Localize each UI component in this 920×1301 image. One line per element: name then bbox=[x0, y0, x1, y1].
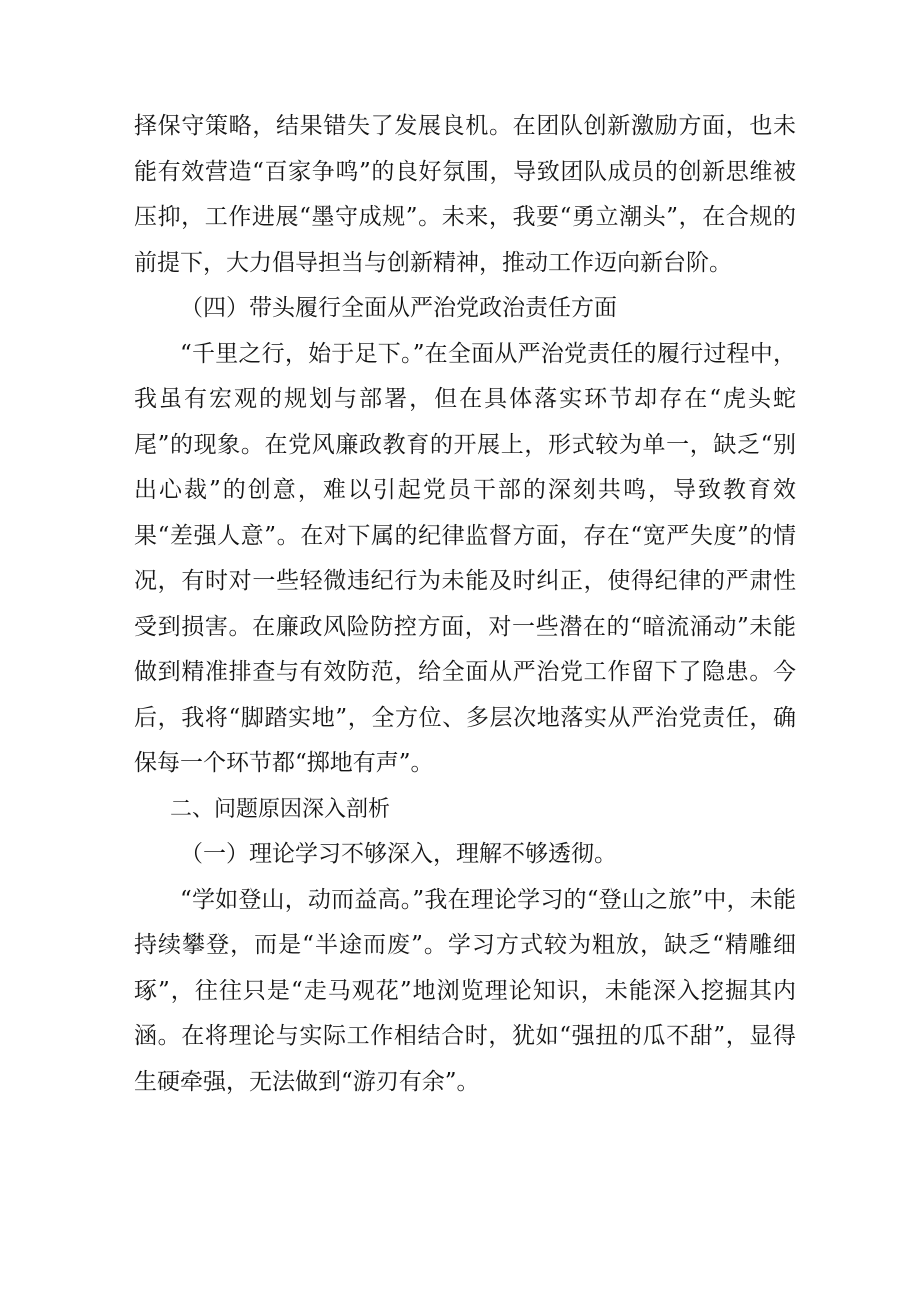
subheading-theory-study: （一）理论学习不够深入，理解不够透彻。 bbox=[180, 841, 617, 867]
document-body bbox=[134, 104, 796, 1105]
subheading-leadership-responsibility: （四）带头履行全面从严治党政治责任方面 bbox=[180, 295, 617, 321]
paragraph-party-governance: “千里之行，始于足下。”在全面从严治党责任的履行过程中，我虽有宏观的规划与部署，但在具体落实环节却存在“虎头蛇尾”的现象。在党风廉政教育的开展上，形式较为单一，缺乏“别出心裁”的创意，难以引起党员干部的深刻共鸣，导致教育效果“差强人意”。在对下属的纪律监督方面，存在“宽严失度”的情况，有时对一些轻微违纪行为未能及时纠正，使得纪律的严肃性受到损害。在廉政风险防控方面，对一些潜在的“暗流涌动”未能做到精准排查与有效防范，给全面从严治党工作留下了隐患。今后，我将“脚踏实地”，全方位、多层次地落实从严治党责任，确保每一个环节都“掷地有声”。 bbox=[134, 340, 796, 776]
paragraph-theory-study: “学如登山，动而益高。”我在理论学习的“登山之旅”中，未能持续攀登，而是“半途而废”。学习方式较为粗放，缺乏“精雕细琢”，往往只是“走马观花”地浏览理论知识，未能深入挖掘其内涵。在将理论与实际工作相结合时，犹如“强扭的瓜不甜”，显得生硬牵强，无法做到“游刃有余”。 bbox=[134, 886, 796, 1095]
paragraph-continuation: 择保守策略，结果错失了发展良机。在团队创新激励方面，也未能有效营造“百家争鸣”的良好氛围，导致团队成员的创新思维被压抑，工作进展“墨守成规”。未来，我要“勇立潮头”，在合规的前提下，大力倡导担当与创新精神，推动工作迈向新台阶。 bbox=[134, 113, 796, 276]
section-heading-cause-analysis: 二、问题原因深入剖析 bbox=[170, 796, 391, 822]
